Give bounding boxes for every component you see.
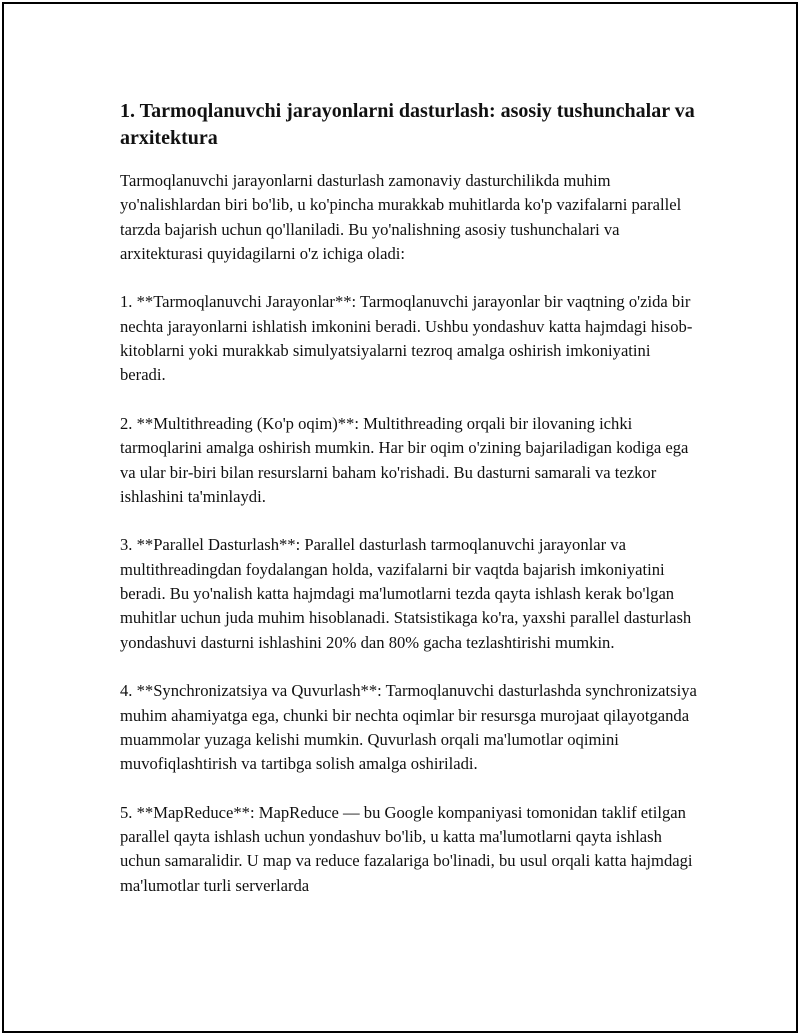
list-item-synchronizatsiya: 4. **Synchronizatsiya va Quvurlash**: Tarmoqlanuvchi dasturlashda synchronizatsiya muhim ahamiyatga ega, chunki bir nechta oqimlar bir resursga murojaat qilayotganda muammolar yuzaga kelishi mumkin. Quvurlash orqali ma'lumotlar oqimini muvofiqlashtirish va tartibga solish amalga oshiriladi. [120, 681, 697, 774]
list-item-mapreduce: 5. **MapReduce**: MapReduce — bu Google kompaniyasi tomonidan taklif etilgan parallel qayta ishlash uchun yondashuv bo'lib, u katta ma'lumotlarni qayta ishlash uchun samaralidir. U map va reduce fazalariga bo'linadi, bu usul orqali katta hajmdagi ma'lumotlar turli serverlarda [120, 802, 693, 895]
section-heading: 1. Tarmoqlanuvchi jarayonlarni dasturlash: asosiy tushunchalar va arxitektura [120, 100, 695, 149]
intro-paragraph: Tarmoqlanuvchi jarayonlarni dasturlash zamonaviy dasturchilikda muhim yo'nalishlardan biri bo'lib, u ko'pincha murakkab muhitlarda ko'p vazifalarni parallel tarzda bajarish uchun qo'llaniladi. Bu yo'nalishning asosiy tushunchalari va arxitekturasi quyidagilarni o'z ichiga oladi: [120, 171, 682, 263]
list-item-tarmoqlanuvchi-jarayonlar: 1. **Tarmoqlanuvchi Jarayonlar**: Tarmoqlanuvchi jarayonlar bir vaqtning o'zida bir nechta jarayonlarni ishlatish imkonini beradi. Ushbu yondashuv katta hajmdagi hisob-kitoblarni yoki murakkab simulyatsiyalarni tezroq amalga oshirish imkoniyatini beradi. [120, 292, 693, 385]
list-item-multithreading: 2. **Multithreading (Ko'p oqim)**: Multithreading orqali bir ilovaning ichki tarmoqlarini amalga oshirish mumkin. Har bir oqim o'zining bajariladigan kodiga ega va ular bir-biri bilan resurslarni baham ko'rishadi. Bu dasturni samarali va tezkor ishlashini ta'minlaydi. [120, 413, 689, 506]
list-item-parallel-dasturlash: 3. **Parallel Dasturlash**: Parallel dasturlash tarmoqlanuvchi jarayonlar va multithreadingdan foydalangan holda, vazifalarni bir vaqtda bajarish imkoniyatini beradi. Bu yo'nalish katta hajmdagi ma'lumotlarni tezda qayta ishlash kerak bo'lgan muhitlar uchun juda muhim hisoblanadi. Statsistikaga ko'ra, yaxshi parallel dasturlash yondashuvi dasturni ishlashini 20% dan 80% gacha tezlashtirishi mumkin. [120, 535, 692, 652]
page-frame [2, 2, 798, 1033]
document-body [120, 98, 700, 922]
